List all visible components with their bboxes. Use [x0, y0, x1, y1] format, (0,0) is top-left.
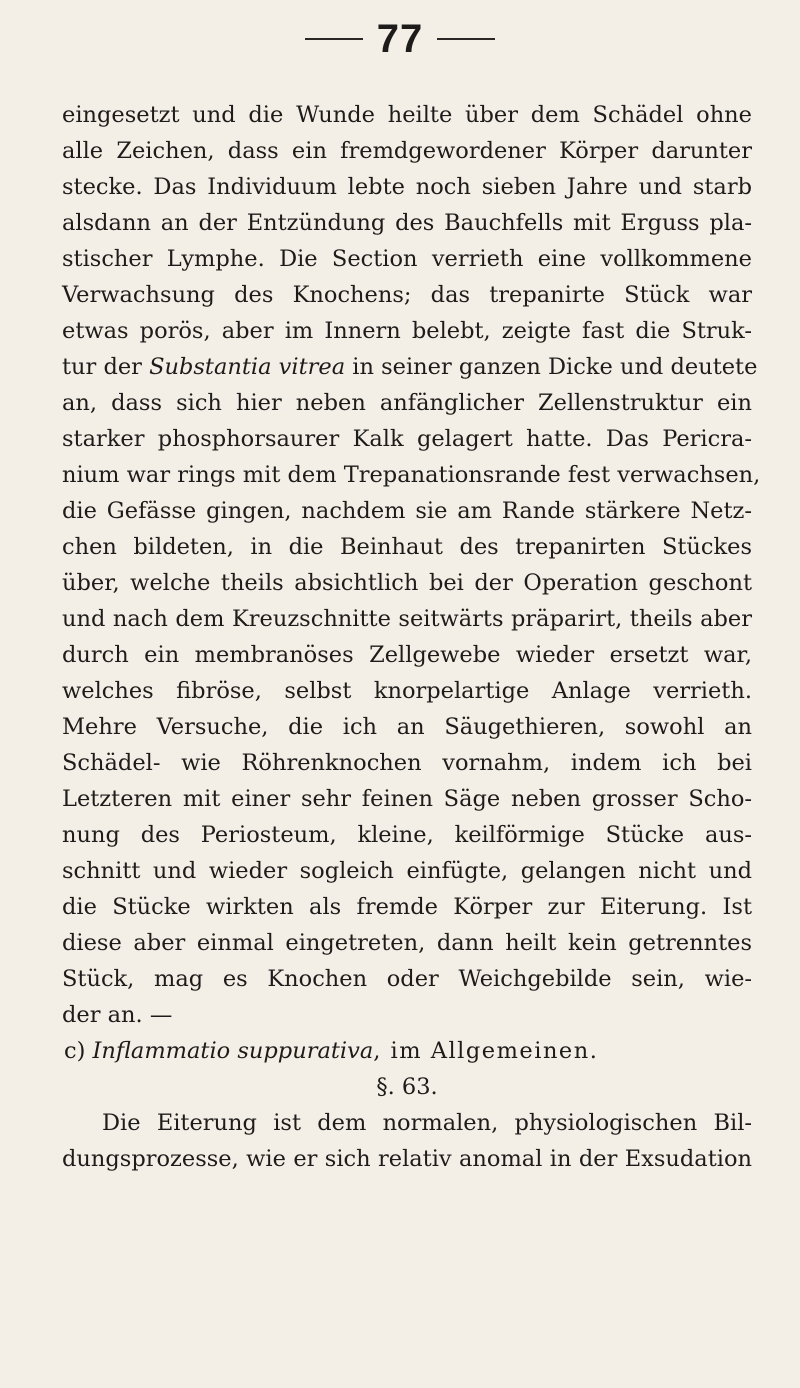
heading-suffix: , im Allgemeinen.	[373, 1038, 599, 1064]
text-line: dungsprozesse, wie er sich relativ anomal in der Exsudation	[62, 1146, 752, 1172]
page-number: 77	[376, 16, 424, 61]
text-line: Mehre Versuche, die ich an Säugethieren, sowohl an	[62, 714, 752, 740]
text-line: welches fibröse, selbst knorpelartige Anlage verrieth.	[62, 678, 752, 704]
text-line: Die Eiterung ist dem normalen, physiologischen Bil-	[102, 1110, 752, 1136]
text-line: chen bildeten, in die Beinhaut des trepanirten Stückes	[62, 534, 752, 560]
text-line: alle Zeichen, dass ein fremdgewordener Körper darunter	[62, 138, 752, 164]
text-line: alsdann an der Entzündung des Bauchfells mit Erguss pla-	[62, 210, 752, 236]
heading-prefix: c)	[64, 1038, 93, 1064]
text-line: Verwachsung des Knochens; das trepanirte Stück war	[62, 282, 752, 308]
page-header	[0, 14, 800, 64]
text-line: eingesetzt und die Wunde heilte über dem Schädel ohne	[62, 102, 752, 128]
text-line: an, dass sich hier neben anfänglicher Zellenstruktur ein	[62, 390, 752, 416]
text-line: Schädel- wie Röhrenknochen vornahm, indem ich bei	[62, 750, 752, 776]
text-line: und nach dem Kreuzschnitte seitwärts präparirt, theils aber	[62, 606, 752, 632]
text-segment: in seiner ganzen Dicke und deutete	[345, 354, 758, 380]
text-line: diese aber einmal eingetreten, dann heilt kein getrenntes	[62, 930, 752, 956]
text-line: starker phosphorsaurer Kalk gelagert hatte. Das Pericra-	[62, 426, 752, 452]
text-line: der an. —	[62, 1002, 173, 1028]
text-line: Stück, mag es Knochen oder Weichgebilde sein, wie-	[62, 966, 752, 992]
text-segment: tur der	[62, 354, 150, 380]
body-text	[62, 97, 761, 1177]
section-number: §. 63.	[376, 1074, 438, 1100]
text-line: etwas porös, aber im Innern belebt, zeigte fast die Struk-	[62, 318, 752, 344]
text-line: die Stücke wirkten als fremde Körper zur Eiterung. Ist	[62, 894, 752, 920]
text-line: nium war rings mit dem Trepanationsrande fest verwachsen,	[62, 462, 761, 488]
text-line: stecke. Das Individuum lebte noch sieben Jahre und starb	[62, 174, 752, 200]
italic-term: Substantia vitrea	[149, 354, 346, 380]
heading-italic-term: Inflammatio suppurativa	[92, 1038, 374, 1064]
text-line: über, welche theils absichtlich bei der Operation geschont	[62, 570, 752, 596]
text-line-with-italic	[62, 349, 758, 385]
section-heading	[62, 1033, 752, 1069]
text-line: schnitt und wieder sogleich einfügte, gelangen nicht und	[62, 858, 752, 884]
text-line: nung des Periosteum, kleine, keilförmige Stücke aus-	[62, 822, 752, 848]
header-rule-right	[437, 38, 495, 40]
text-line: durch ein membranöses Zellgewebe wieder ersetzt war,	[62, 642, 752, 668]
text-line: Letzteren mit einer sehr feinen Säge neben grosser Scho-	[62, 786, 752, 812]
text-line: die Gefässe gingen, nachdem sie am Rande stärkere Netz-	[62, 498, 752, 524]
header-rule-left	[305, 38, 363, 40]
text-line: stischer Lymphe. Die Section verrieth eine vollkommene	[62, 246, 752, 272]
